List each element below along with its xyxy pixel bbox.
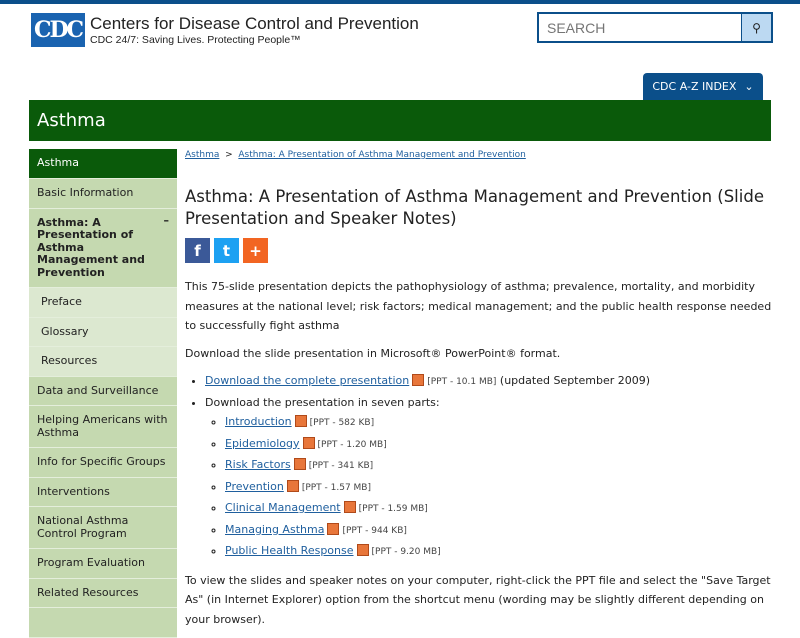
twitter-icon[interactable]: t [214,238,239,263]
search-input[interactable] [537,12,743,43]
file-size: [PPT - 1.57 MB] [301,482,371,493]
section-title: Asthma [29,100,771,141]
list-item [225,541,775,563]
file-size: [PPT - 1.20 MB] [317,439,387,450]
sidebar-item-asthma[interactable]: Asthma [29,149,177,179]
file-size: [PPT - 10.1 MB] [427,377,497,387]
add-share-icon[interactable]: + [243,238,268,263]
sidebar-item-presentation[interactable] [29,209,177,289]
parts-label: Download the presentation in seven parts: [205,395,440,409]
list-item [225,498,775,520]
breadcrumb-link[interactable]: Asthma [185,150,220,160]
sidebar-item-specific-groups[interactable]: Info for Specific Groups [29,448,177,478]
sidebar-item-label: Asthma: A Presentation of Asthma Management and Prevention [37,215,145,279]
sidebar-item-helping-americans[interactable]: Helping Americans with Asthma [29,406,177,448]
ppt-icon [344,501,356,513]
sidebar-item-program-evaluation[interactable]: Program Evaluation [29,549,177,579]
updated-text: (updated September 2009) [499,374,651,387]
sidebar-item-basic-information[interactable]: Basic Information [29,179,177,209]
part-link[interactable]: Clinical Management [225,501,341,514]
main-content [185,150,775,629]
ppt-icon [294,458,306,470]
part-link[interactable]: Prevention [225,479,284,493]
list-item [205,393,775,563]
cdc-logo[interactable]: CDC [31,13,85,47]
az-label: CDC A-Z INDEX [652,80,737,93]
ppt-icon [327,523,339,535]
sidebar-nav [29,149,177,638]
download-complete-link[interactable]: Download the complete presentation [205,374,410,387]
az-index-button[interactable] [643,73,763,100]
breadcrumb-link[interactable]: Asthma: A Presentation of Asthma Management and Prevention [238,150,526,160]
file-size: [PPT - 1.59 MB] [358,504,428,514]
part-link[interactable]: Risk Factors [225,458,291,471]
page-title: Asthma: A Presentation of Asthma Management and Prevention (Slide Presentation and Speaker Notes) [185,187,764,228]
ppt-icon [295,415,307,427]
sidebar-item-preface[interactable]: Preface [29,288,177,318]
footer-note: To view the slides and speaker notes on your computer, right-click the PPT file and select the "Save Target As" (in Internet Explorer) option from the shortcut menu (wording may be slightly different depending on your browser). [185,573,771,626]
sidebar-item-interventions[interactable]: Interventions [29,478,177,508]
intro-text: This 75-slide presentation depicts the pathophysiology of asthma; prevalence, mortality, and morbidity measures at the national level; risk factors; medical management; and the public health response needed to successfully fight asthma [185,280,772,332]
org-name[interactable]: Centers for Disease Control and Prevention [90,14,419,33]
part-link[interactable]: Managing Asthma [225,522,325,536]
list-item [225,412,775,434]
list-item [205,371,775,393]
ppt-icon [412,374,424,386]
breadcrumb: Asthma > Asthma: A Presentation of Asthma Management and Prevention [185,150,526,160]
list-item [225,520,775,542]
file-size: [PPT - 944 KB] [342,525,407,536]
ppt-icon [303,437,315,449]
sidebar-item-nacp[interactable]: National Asthma Control Program [29,507,177,549]
share-buttons [185,238,775,263]
download-note: Download the slide presentation in Microsoft® PowerPoint® format. [185,346,561,360]
ppt-icon [357,544,369,556]
sidebar-item-glossary[interactable]: Glossary [29,318,177,348]
sidebar-item-related-resources[interactable]: Related Resources [29,579,177,609]
list-item [225,477,775,499]
ppt-icon [287,480,299,492]
sidebar-item-resources[interactable]: Resources [29,347,177,377]
chevron-down-icon: ⌄ [744,80,754,93]
part-link[interactable]: Introduction [225,415,292,428]
tagline: CDC 24/7: Saving Lives. Protecting People™ [90,34,301,46]
collapse-icon[interactable]: – [163,213,169,227]
part-link[interactable]: Public Health Response [225,544,354,557]
search-button[interactable] [742,12,773,43]
sidebar-item-data-surveillance[interactable]: Data and Surveillance [29,377,177,407]
list-item [225,455,775,477]
file-size: [PPT - 9.20 MB] [371,547,441,557]
part-link[interactable]: Epidemiology [225,436,300,450]
sidebar-item-more[interactable] [29,608,177,638]
list-item [225,434,775,456]
file-size: [PPT - 582 KB] [309,418,375,428]
facebook-icon[interactable]: f [185,238,210,263]
top-bar [0,0,800,4]
file-size: [PPT - 341 KB] [308,461,374,471]
search-icon: ⚲ [752,20,761,35]
